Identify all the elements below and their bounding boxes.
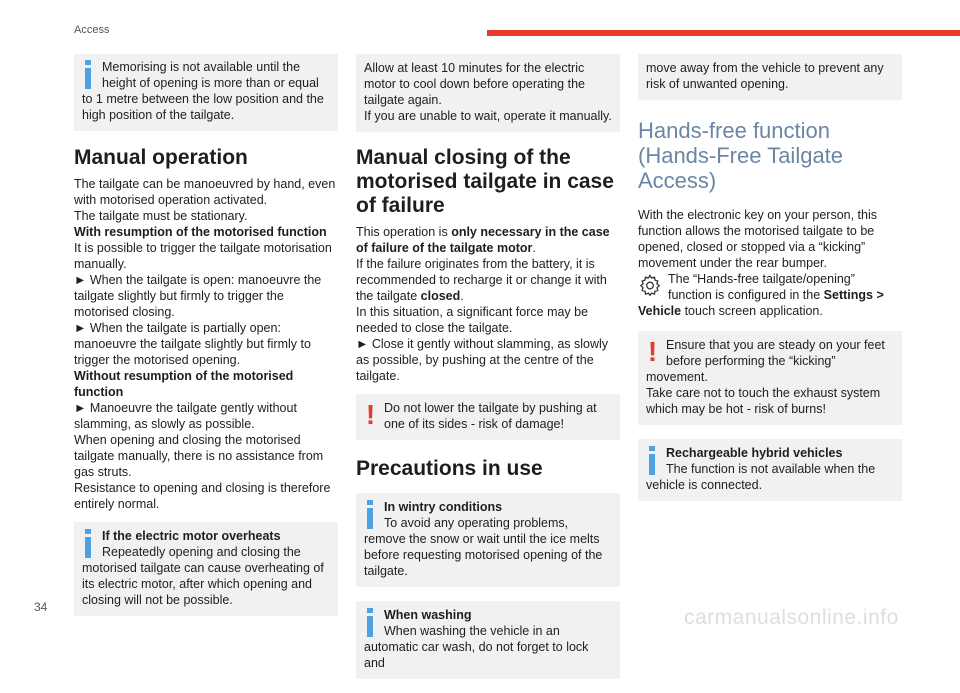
paragraph — [356, 256, 620, 304]
info-note-memorising — [74, 54, 338, 131]
paragraph: The tailgate can be manoeuvred by hand, even with motorised operation activated. — [74, 177, 336, 207]
settings-note — [638, 271, 902, 319]
text: . — [532, 241, 536, 255]
heading-hands-free: Hands-free function (Hands-Free Tailgate Access) — [638, 118, 844, 193]
paragraph: Resistance to opening and closing is therefore entirely normal. — [74, 481, 331, 511]
text-bold: Settings > Vehicle — [638, 288, 884, 318]
paragraph: It is possible to trigger the tailgate motorisation manually. — [74, 241, 332, 271]
warning-icon: ! — [365, 399, 376, 430]
text: This operation is — [356, 225, 452, 239]
heading-manual-closing: Manual closing of the motorised tailgate in case of failure — [356, 146, 614, 217]
text-bold: only necessary in the case of failure of the tailgate motor — [356, 225, 610, 255]
section-title: Access — [74, 24, 110, 36]
step: ► When the tailgate is partially open: manoeuvre the tailgate slightly but firmly to trigger the motorised opening. — [74, 321, 311, 367]
column-3 — [638, 54, 902, 515]
step: ► Close it gently without slamming, as slowly as possible, by pushing at the centre of the tailgate. — [356, 337, 609, 383]
text: touch screen application. — [681, 304, 823, 318]
text: . — [460, 289, 464, 303]
step: ► When the tailgate is open: manoeuvre the tailgate slightly but firmly to trigger the motorised closing. — [74, 273, 322, 319]
note-title: When washing — [384, 608, 472, 622]
paragraph: With the electronic key on your person, this function allows the motorised tailgate to be opened, closed or stopped via a “kicking” movement under the rear bumper. — [638, 208, 878, 270]
info-note-winter — [356, 493, 620, 587]
note-text: The function is not available when the vehicle is connected. — [646, 462, 876, 492]
column-1 — [74, 54, 338, 630]
note-title: In wintry conditions — [384, 500, 503, 514]
info-icon — [82, 529, 95, 559]
text: The “Hands-free tailgate/opening” function is configured in the — [668, 272, 855, 302]
subheading-without-resumption: Without resumption of the motorised function — [74, 369, 294, 399]
paragraph: The tailgate must be stationary. — [74, 209, 248, 223]
header-accent-bar — [487, 30, 960, 36]
note-title: If the electric motor overheats — [102, 529, 281, 543]
note-title: Rechargeable hybrid vehicles — [666, 446, 843, 460]
text: If the failure originates from the battery, it is recommended to recharge it or change it with the tailgate — [356, 257, 607, 303]
paragraph: In this situation, a significant force may be needed to close the tailgate. — [356, 305, 589, 335]
paragraph — [356, 224, 620, 256]
paragraph — [638, 271, 902, 319]
note-text: Do not lower the tailgate by pushing at one of its sides - risk of damage! — [384, 401, 597, 431]
note-text: Allow at least 10 minutes for the electric motor to cool down before operating the tailgate again. — [364, 61, 585, 107]
warning-icon: ! — [647, 336, 658, 367]
note-text: Take care not to touch the exhaust system which may be hot - risk of burns! — [646, 386, 881, 416]
info-icon — [82, 60, 95, 90]
page-number: 34 — [34, 600, 48, 614]
note-text: To avoid any operating problems, remove the snow or wait until the ice melts before requesting motorised opening of the tailgate. — [364, 516, 603, 578]
note-continued — [638, 54, 902, 100]
note-cool-down — [356, 54, 620, 132]
note-text: When washing the vehicle in an automatic car wash, do not forget to lock and — [364, 624, 589, 670]
paragraph: When opening and closing the motorised tailgate manually, there is no assistance from gas struts. — [74, 433, 324, 479]
step: ► Manoeuvre the tailgate gently without slamming, as slowly as possible. — [74, 401, 297, 431]
heading-manual-operation: Manual operation — [74, 146, 248, 169]
warning-note-kicking — [638, 331, 902, 425]
column-2 — [356, 54, 620, 693]
info-icon — [364, 500, 377, 530]
note-text: Ensure that you are steady on your feet before performing the “kicking” movement. — [646, 338, 885, 384]
text-bold: closed — [420, 289, 461, 303]
heading-precautions: Precautions in use — [356, 457, 543, 480]
note-text: Repeatedly opening and closing the motorised tailgate can cause overheating of its electric motor, after which opening and closing will not be possible. — [82, 545, 324, 607]
warning-note-push — [356, 394, 620, 440]
note-text: move away from the vehicle to prevent any risk of unwanted opening. — [646, 61, 884, 91]
info-note-hybrid — [638, 439, 902, 501]
info-icon — [364, 608, 377, 638]
subheading-with-resumption: With resumption of the motorised function — [74, 225, 327, 239]
gear-icon — [638, 273, 662, 301]
info-note-washing — [356, 601, 620, 679]
info-note-overheat — [74, 522, 338, 616]
note-text: Memorising is not available until the height of opening is more than or equal to 1 metre between the low position and the high position of the tailgate. — [82, 60, 324, 122]
note-text: If you are unable to wait, operate it manually. — [364, 109, 612, 123]
info-icon — [646, 446, 659, 476]
watermark: carmanualsonline.info — [684, 606, 899, 629]
